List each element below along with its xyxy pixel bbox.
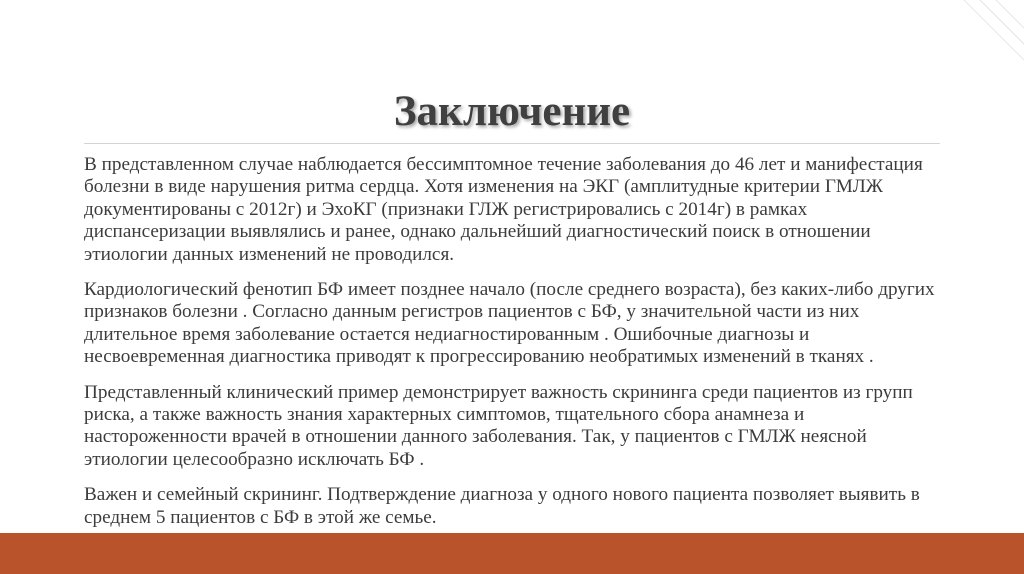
title-divider — [84, 143, 940, 144]
paragraph-1: В представленном случае наблюдается бессимптомное течение заболевания до 46 лет и манифестация болезни в виде нарушения ритма сердца. Хотя изменения на ЭКГ (амплитудные критерии ГМЛЖ документированы с 2012г) и ЭхоКГ (признаки ГЛЖ регистрировались с 2014г) в рамках диспансеризации выявлялись и ранее, однако дальнейший диагностический поиск в отношении этиологии данных изменений не проводился. — [84, 154, 923, 265]
bottom-accent-bar — [0, 533, 1024, 574]
paragraph-3: Представленный клинический пример демонстрирует важность скрининга среди пациентов из групп риска, а также важность знания характерных симптомов, тщательного сбора анамнеза и настороженности врачей в отношении данного заболевания. Так, у пациентов с ГМЛЖ неясной этиологии целесообразно исключать БФ . — [84, 381, 913, 470]
slide-title: Заключение — [393, 88, 631, 135]
corner-decoration — [934, 0, 1024, 90]
slide-body — [84, 154, 944, 542]
paragraph-2: Кардиологический фенотип БФ имеет позднее начало (после среднего возраста), без каких-либо других признаков болезни . Согласно данным регистров пациентов с БФ, у значительной части из них длительное время заболевание остается недиагностированным . Ошибочные диагнозы и несвоевременная диагностика приводят к прогрессированию необратимых изменений в тканях . — [84, 279, 935, 368]
paragraph-4: Важен и семейный скрининг. Подтверждение диагноза у одного нового пациента позволяет выявить в среднем 5 пациентов с БФ в этой же семье. — [84, 484, 920, 528]
